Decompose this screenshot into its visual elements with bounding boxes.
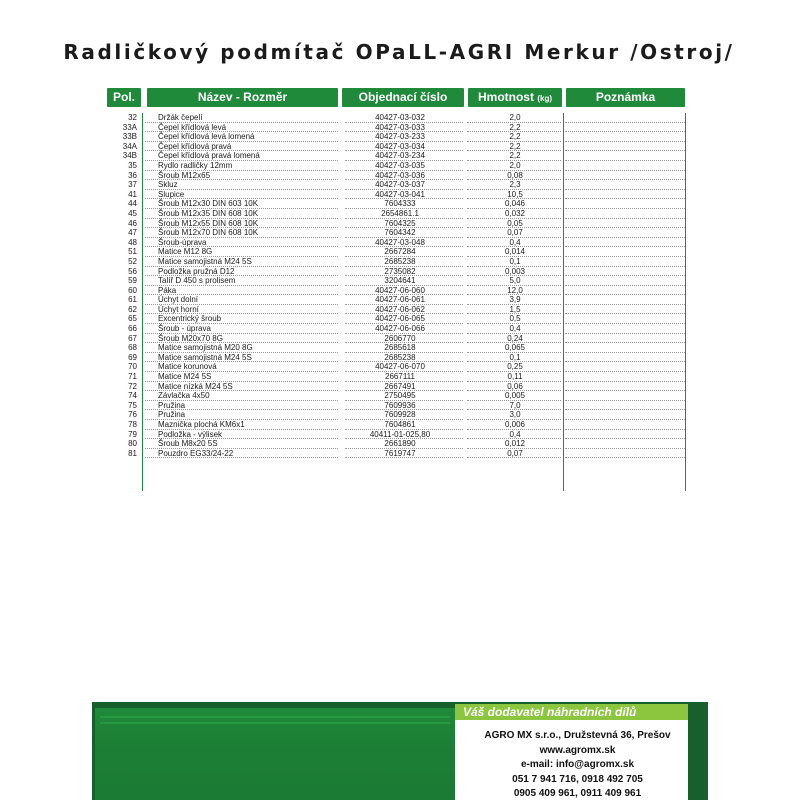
cell-weight: 3,0 <box>509 410 521 420</box>
cell-order-number: 3204641 <box>384 276 416 286</box>
table-row <box>107 257 686 267</box>
cell-pol: 67 <box>128 333 137 343</box>
cell-pol: 79 <box>128 429 137 439</box>
cell-order-number: 2667491 <box>384 381 416 391</box>
header-pol: Pol. <box>107 88 141 107</box>
cell-order-number: 40427-03-037 <box>375 180 425 190</box>
cell-pol: 47 <box>128 228 137 238</box>
cell-order-number: 40427-03-041 <box>375 189 425 199</box>
cell-name: Rydlo radličky 12mm <box>158 160 233 170</box>
cell-name: Šroub - úprava <box>158 324 211 334</box>
cell-name: Čepel křídlová levá <box>158 122 227 132</box>
cell-order-number: 40427-03-048 <box>375 237 425 247</box>
cell-pol: 48 <box>128 237 137 247</box>
cell-name: Slupice <box>158 189 185 199</box>
cell-pol: 41 <box>128 189 137 199</box>
table-row <box>107 353 686 363</box>
cell-pol: 72 <box>128 381 137 391</box>
cell-name: Maznička plochá KM6x1 <box>158 420 245 429</box>
cell-order-number: 40427-06-062 <box>375 304 425 314</box>
slogan: Váš dodavatel náhradních dílů <box>455 704 688 720</box>
header-weight-unit: (kg) <box>537 94 552 103</box>
cell-order-number: 40427-06-061 <box>375 295 425 305</box>
cell-pol: 33A <box>122 122 137 132</box>
table-row <box>107 420 686 430</box>
cell-name: Úchyt horní <box>158 304 199 314</box>
cell-weight: 2,3 <box>509 180 521 190</box>
cell-name: Talíř D 450 s prolisem <box>158 276 236 286</box>
cell-name: Šroub M12x30 DIN 603 10K <box>158 199 259 209</box>
cell-weight: 0,06 <box>507 381 523 391</box>
cell-pol: 71 <box>128 372 137 382</box>
cell-weight: 0,003 <box>504 266 526 276</box>
table-row <box>107 123 686 133</box>
cell-name: Držák čepelí <box>158 113 203 122</box>
phones-line-2: 0905 409 961, 0911 409 961 <box>513 788 642 799</box>
email-link[interactable]: e-mail: info@agromx.sk <box>520 759 635 770</box>
cell-name: Čepel křídlová pravá lomená <box>158 151 260 161</box>
cell-weight: 2,2 <box>509 132 521 142</box>
cell-weight: 0,11 <box>507 372 523 382</box>
cell-weight: 0,4 <box>509 429 521 439</box>
cell-order-number: 7604342 <box>384 228 416 238</box>
cell-order-number: 40427-03-035 <box>375 160 425 170</box>
cell-pol: 52 <box>128 256 137 266</box>
table-row <box>107 439 686 449</box>
table-row <box>107 142 686 152</box>
cell-weight: 2,0 <box>509 113 521 122</box>
cell-weight: 2,0 <box>509 160 521 170</box>
cell-name: Matice samojistná M24 5S <box>158 352 252 362</box>
cell-order-number: 40427-03-032 <box>375 113 425 122</box>
phones-line-1: 051 7 941 716, 0918 492 705 <box>512 774 643 785</box>
cell-pol: 78 <box>128 420 137 429</box>
cell-weight: 2,2 <box>509 141 521 151</box>
cell-pol: 61 <box>128 295 137 305</box>
cell-pol: 36 <box>128 170 137 180</box>
cell-pol: 80 <box>128 439 137 449</box>
cell-weight: 7,0 <box>509 400 521 410</box>
cell-order-number: 40427-06-070 <box>375 362 425 372</box>
table-row <box>107 228 686 238</box>
row-divider <box>565 457 685 458</box>
cell-pol: 81 <box>128 448 137 458</box>
cell-weight: 0,005 <box>504 391 526 401</box>
cell-weight: 0,4 <box>509 324 521 334</box>
cell-name: Úchyt dolní <box>158 295 199 305</box>
table-row <box>107 180 686 190</box>
cell-order-number: 7609936 <box>384 400 416 410</box>
cell-order-number: 2661890 <box>384 439 416 449</box>
cell-weight: 2,2 <box>509 151 521 161</box>
table-row <box>107 209 686 219</box>
cell-order-number: 7604861 <box>384 420 416 429</box>
cell-weight: 0,05 <box>507 218 523 228</box>
cell-name: Šroub M12x70 DIN 608 10K <box>158 228 259 238</box>
cell-order-number: 7604333 <box>384 199 416 209</box>
cell-pol: 44 <box>128 199 137 209</box>
table-row <box>107 238 686 248</box>
cell-name: Matice samojistná M24 5S <box>158 256 252 266</box>
cell-pol: 60 <box>128 285 137 295</box>
table-row <box>107 401 686 411</box>
table-row <box>107 362 686 372</box>
cell-name: Šroub M8x20 5S <box>158 439 218 449</box>
cell-weight: 0,1 <box>509 352 521 362</box>
cell-order-number: 2685238 <box>384 256 416 266</box>
cell-pol: 46 <box>128 218 137 228</box>
table-row <box>107 171 686 181</box>
cell-order-number: 40427-06-065 <box>375 314 425 324</box>
cell-name: Čepel křídlová levá lomená <box>158 132 255 142</box>
table-row <box>107 343 686 353</box>
table-row <box>107 276 686 286</box>
cell-name: Skluz <box>158 180 178 190</box>
header-order: Objednací číslo <box>342 88 464 107</box>
table-row <box>107 199 686 209</box>
cell-order-number: 2750495 <box>384 391 416 401</box>
cell-weight: 5,0 <box>509 276 521 286</box>
cell-name: Šroub M20x70 8G <box>158 333 223 343</box>
table-row <box>107 161 686 171</box>
cell-order-number: 2654861.1 <box>381 208 419 218</box>
cell-pol: 33B <box>122 132 137 142</box>
table-row <box>107 449 686 459</box>
cell-name: Matice nízká M24 5S <box>158 381 233 391</box>
cell-name: Čepel křídlová pravá <box>158 141 232 151</box>
header-weight <box>468 88 562 107</box>
table-row <box>107 219 686 229</box>
cell-name: Šroub M12x35 DIN 608 10K <box>158 208 259 218</box>
table-row <box>107 247 686 257</box>
cell-order-number: 2667284 <box>384 247 416 257</box>
table-body <box>107 113 686 458</box>
cell-order-number: 40411-01-025,80 <box>369 429 431 439</box>
cell-order-number: 40427-06-066 <box>375 324 425 334</box>
cell-weight: 12,0 <box>507 285 523 295</box>
cell-weight: 2,2 <box>509 122 521 132</box>
cell-weight: 0,07 <box>507 448 523 458</box>
cell-weight: 0,065 <box>504 343 526 353</box>
table-header <box>107 88 686 107</box>
cell-weight: 0,25 <box>507 362 523 372</box>
contact-box <box>455 704 688 800</box>
cell-pol: 51 <box>128 247 137 257</box>
cell-pol: 45 <box>128 208 137 218</box>
cell-weight: 0,006 <box>504 420 526 429</box>
row-divider <box>145 457 338 458</box>
cell-weight: 3,9 <box>509 295 521 305</box>
cell-pol: 34A <box>122 141 137 151</box>
cell-pol: 56 <box>128 266 137 276</box>
row-divider <box>345 457 463 458</box>
cell-pol: 62 <box>128 304 137 314</box>
table-row <box>107 132 686 142</box>
cell-name: Šroub M12x65 <box>158 170 211 180</box>
cell-weight: 0,5 <box>509 314 521 324</box>
cell-order-number: 40427-03-034 <box>375 141 425 151</box>
cell-order-number: 2685238 <box>384 352 416 362</box>
cell-name: Šroub M12x55 DIN 608 10K <box>158 218 259 228</box>
cell-name: Pružina <box>158 400 186 410</box>
table-row <box>107 190 686 200</box>
cell-name: Podložka pružná D12 <box>158 266 235 276</box>
cell-name: Páka <box>158 285 177 295</box>
table-row <box>107 334 686 344</box>
cell-name: Excentrický šroub <box>158 314 222 324</box>
cell-weight: 0,08 <box>507 170 523 180</box>
cell-name: Matice korunová <box>158 362 217 372</box>
cell-pol: 37 <box>128 180 137 190</box>
cell-pol: 65 <box>128 314 137 324</box>
cell-pol: 32 <box>128 113 137 122</box>
table-row <box>107 324 686 334</box>
table-row <box>107 430 686 440</box>
table-row <box>107 314 686 324</box>
footer-stripe <box>100 716 450 718</box>
cell-order-number: 7604325 <box>384 218 416 228</box>
cell-pol: 35 <box>128 160 137 170</box>
cell-order-number: 40427-03-033 <box>375 122 425 132</box>
page-title: Radličkový podmítač OPaLL-AGRI Merkur /Ostroj/ <box>63 40 735 64</box>
cell-weight: 0,046 <box>504 199 526 209</box>
header-name: Název - Rozměr <box>147 88 338 107</box>
cell-pol: 76 <box>128 410 137 420</box>
table-row <box>107 372 686 382</box>
cell-order-number: 7609928 <box>384 410 416 420</box>
row-divider <box>467 457 561 458</box>
cell-weight: 0,012 <box>504 439 526 449</box>
cell-name: Pouzdro EG33/24-22 <box>158 448 234 458</box>
cell-name: Matice M12 8G <box>158 247 213 257</box>
cell-pol: 75 <box>128 400 137 410</box>
cell-pol: 74 <box>128 391 137 401</box>
table-row <box>107 151 686 161</box>
cell-weight: 10,5 <box>507 189 523 199</box>
table-row <box>107 305 686 315</box>
cell-order-number: 40427-06-060 <box>375 285 425 295</box>
table-row <box>107 267 686 277</box>
cell-weight: 0,4 <box>509 237 521 247</box>
cell-order-number: 2606770 <box>384 333 416 343</box>
cell-weight: 0,032 <box>504 208 526 218</box>
cell-order-number: 2667111 <box>385 372 415 382</box>
table-row <box>107 295 686 305</box>
cell-order-number: 2735082 <box>384 266 416 276</box>
table-row <box>107 391 686 401</box>
cell-pol: 66 <box>128 324 137 334</box>
cell-order-number: 40427-03-036 <box>375 170 425 180</box>
cell-name: Závlačka 4x50 <box>158 391 210 401</box>
cell-order-number: 40427-03-233 <box>375 132 425 142</box>
cell-weight: 0,07 <box>507 228 523 238</box>
cell-name: Šroub-úprava <box>158 237 207 247</box>
cell-weight: 0,1 <box>509 256 521 266</box>
cell-pol: 34B <box>122 151 137 161</box>
header-weight-label: Hmotnost <box>477 90 534 104</box>
cell-name: Matice M24 5S <box>158 372 212 382</box>
company-address: AGRO MX s.r.o., Družstevná 36, Prešov <box>484 730 671 741</box>
cell-name: Matice samojistná M20 8G <box>158 343 253 353</box>
header-note: Poznámka <box>566 88 685 107</box>
cell-order-number: 40427-03-234 <box>375 151 425 161</box>
table-row <box>107 113 686 123</box>
cell-weight: 0,014 <box>504 247 526 257</box>
cell-order-number: 7619747 <box>384 448 416 458</box>
cell-name: Pružina <box>158 410 186 420</box>
cell-pol: 70 <box>128 362 137 372</box>
cell-weight: 0,24 <box>507 333 523 343</box>
table-row <box>107 382 686 392</box>
website-link[interactable]: www.agromx.sk <box>539 745 616 756</box>
cell-name: Podložka - výlisek <box>158 429 223 439</box>
cell-weight: 1,5 <box>509 304 521 314</box>
cell-pol: 68 <box>128 343 137 353</box>
cell-pol: 69 <box>128 352 137 362</box>
table-row <box>107 286 686 296</box>
parts-table <box>107 88 686 458</box>
footer-stripe <box>100 722 450 724</box>
table-row <box>107 410 686 420</box>
cell-pol: 59 <box>128 276 137 286</box>
cell-order-number: 2685618 <box>384 343 416 353</box>
